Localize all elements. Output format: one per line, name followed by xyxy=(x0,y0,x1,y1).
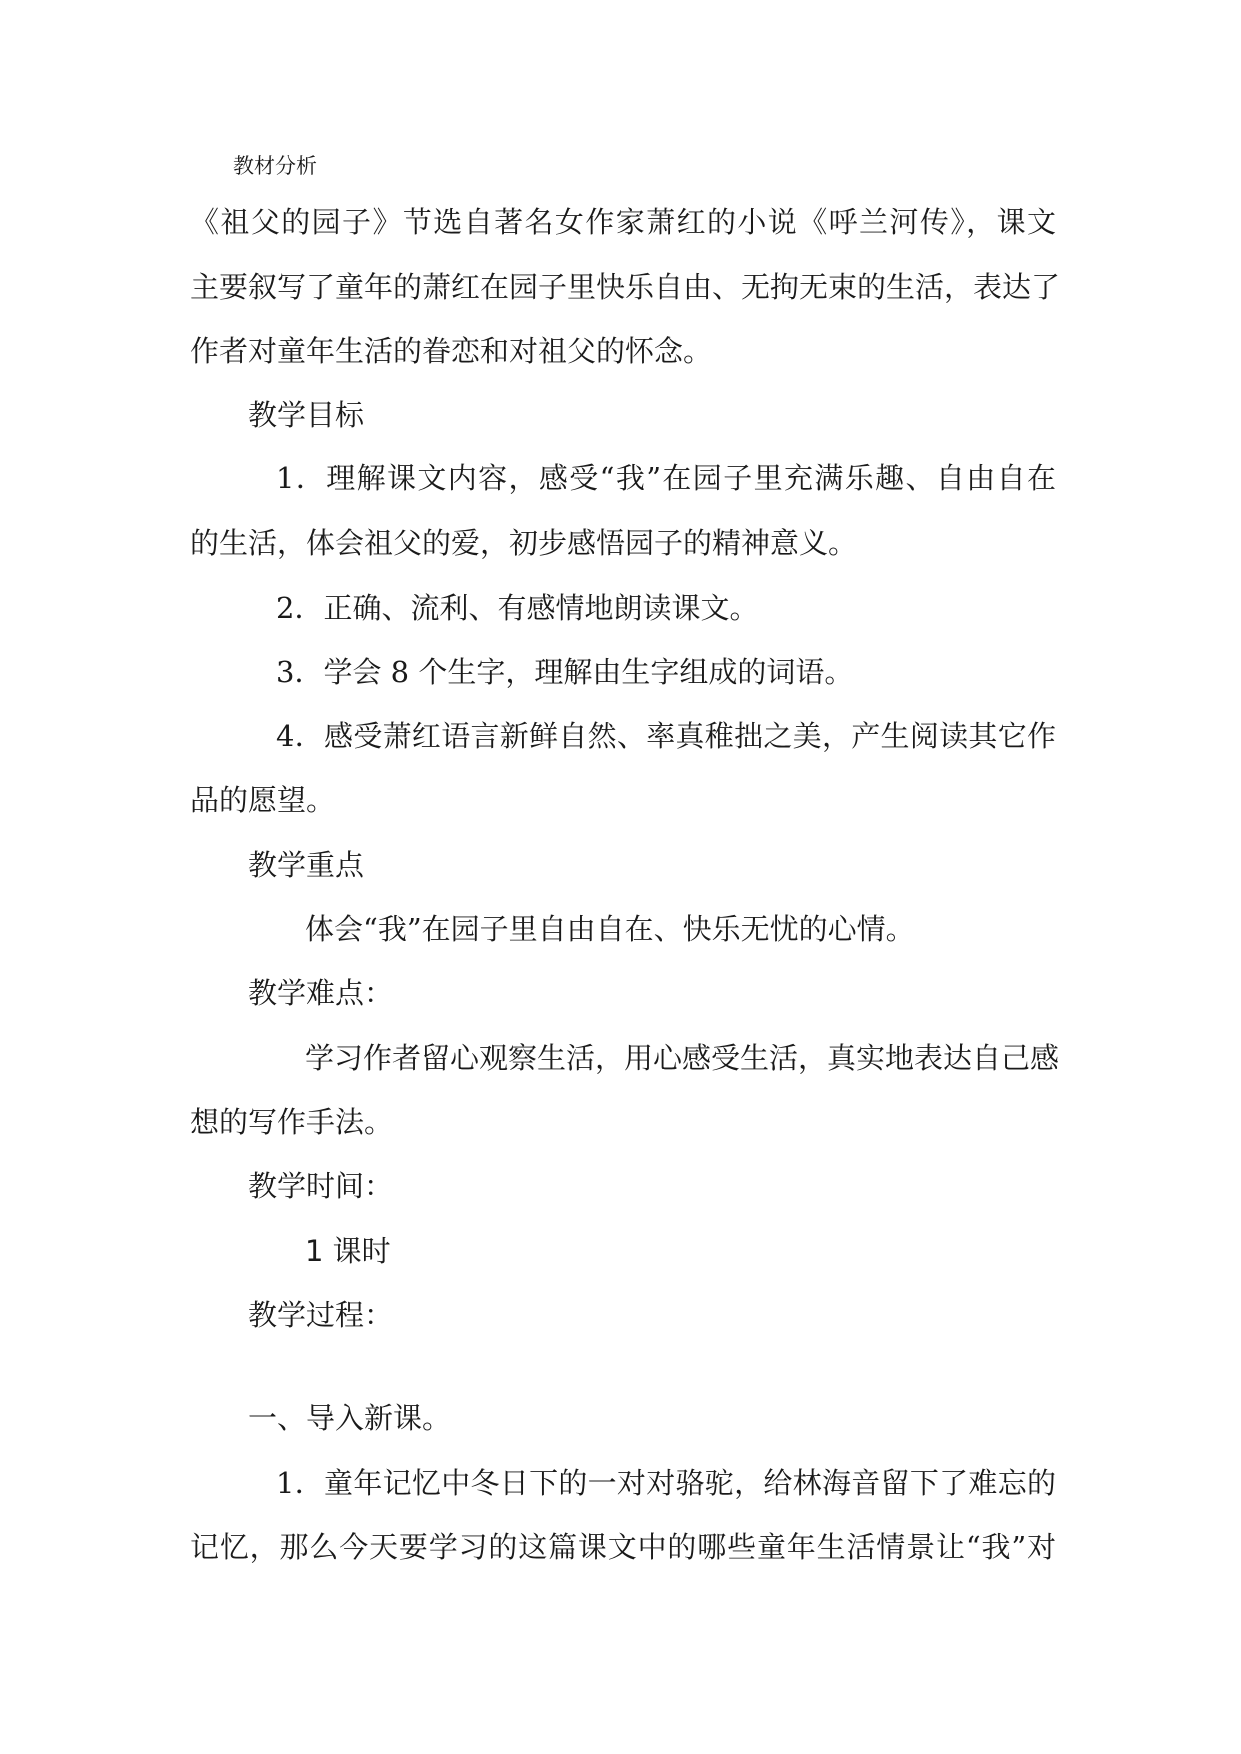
heading-difficulty: 教学难点： xyxy=(248,976,394,1010)
material-line-1: 《祖父的园子》节选自著名女作家萧红的小说《呼兰河传》，课文 xyxy=(190,205,1056,239)
heading-teaching-goals: 教学目标 xyxy=(248,398,365,432)
heading-teaching-time: 教学时间： xyxy=(248,1169,394,1203)
goal-item-2: 2．正确、流利、有感情地朗读课文。 xyxy=(276,591,759,625)
process-item-1-line-1: 1．童年记忆中冬日下的一对对骆驼，给林海音留下了难忘的 xyxy=(276,1466,1056,1500)
material-line-3: 作者对童年生活的眷恋和对祖父的怀念。 xyxy=(190,334,713,368)
difficulty-line-2: 想的写作手法。 xyxy=(190,1105,394,1139)
goal-item-4-line-2: 品的愿望。 xyxy=(190,783,336,817)
process-step-1: 一、导入新课。 xyxy=(248,1401,452,1435)
difficulty-line-1: 学习作者留心观察生活，用心感受生活，真实地表达自己感 xyxy=(305,1041,1060,1075)
heading-key-point: 教学重点 xyxy=(248,848,365,882)
material-line-2: 主要叙写了童年的萧红在园子里快乐自由、无拘无束的生活，表达了 xyxy=(190,270,1061,304)
goal-item-3: 3．学会 8 个生字，理解由生字组成的词语。 xyxy=(276,655,854,689)
goal-item-1-line-2: 的生活，体会祖父的爱，初步感悟园子的精神意义。 xyxy=(190,526,858,560)
heading-material-analysis: 教材分析 xyxy=(233,154,317,178)
process-item-1-line-2: 记忆，那么今天要学习的这篇课文中的哪些童年生活情景让“我”对 xyxy=(190,1530,1056,1564)
goal-item-1-line-1: 1．理解课文内容，感受“我”在园子里充满乐趣、自由自在 xyxy=(276,461,1056,495)
goal-item-4-line-1: 4．感受萧红语言新鲜自然、率真稚拙之美，产生阅读其它作 xyxy=(276,719,1056,753)
teaching-time-value: 1 课时 xyxy=(305,1234,391,1268)
heading-teaching-process: 教学过程： xyxy=(248,1298,394,1332)
key-point-text: 体会“我”在园子里自由自在、快乐无忧的心情。 xyxy=(305,912,915,946)
